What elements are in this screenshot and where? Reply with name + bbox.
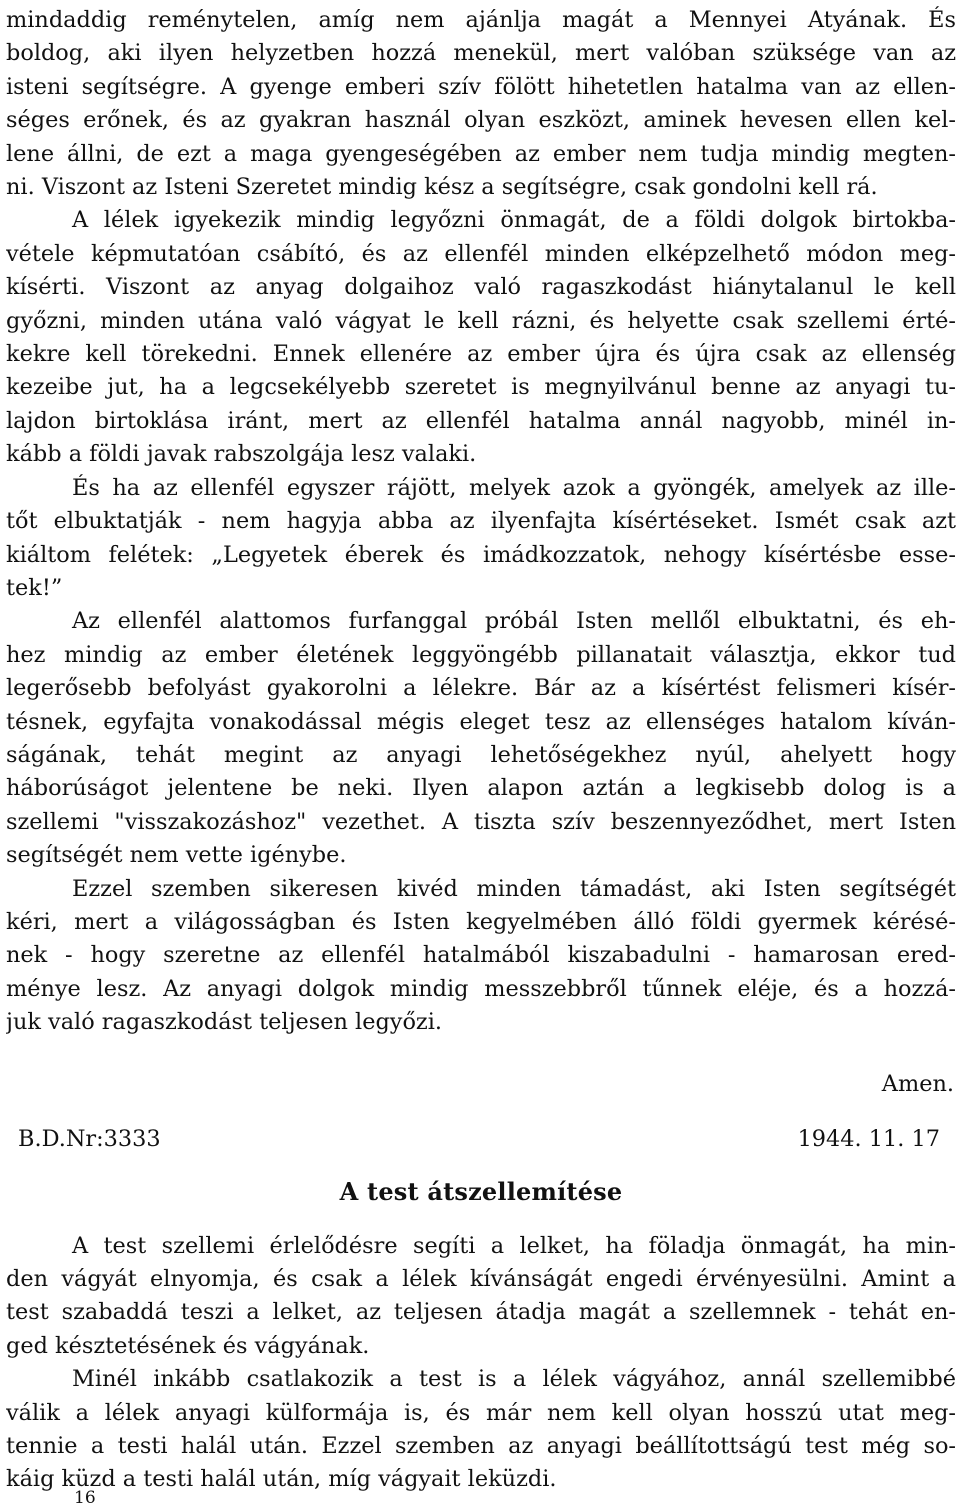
text-line: kezeibe jut, ha a legcsekélyebb szeretet is megnyilvánul benne az anyagi tu-	[6, 374, 956, 401]
text-line: test szabaddá teszi a lelket, az teljesen átadja magát a szellemnek - tehát en-	[6, 1299, 956, 1326]
text-line: tőt elbuktatják - nem hagyja abba az ilyenfajta kísértéseket. Ismét csak azt	[6, 508, 956, 535]
text-line: den vágyát elnyomja, és csak a lélek kívánságát engedi érvényesülni. Amint a	[6, 1266, 956, 1292]
text-line: tek!”	[6, 574, 63, 601]
text-line: hez mindig az ember életének leggyöngébb pillanatait választja, ekkor tud	[6, 641, 956, 668]
page-number: 16	[74, 1488, 96, 1508]
closing-amen: Amen.	[881, 1070, 954, 1097]
text-line: lene állni, de ezt a maga gyengeségében az ember nem tudja mindig megten-	[6, 140, 956, 167]
text-line: A lélek igyekezik mindig legyőzni önmagát, de a földi dolgok birtokba-	[72, 207, 956, 234]
text-line: isteni segítségre. A gyenge emberi szív fölött hihetetlen hatalma van az ellen-	[6, 73, 956, 100]
text-line: juk való ragaszkodást teljesen legyőzi.	[6, 1009, 442, 1036]
text-line: kekre kell törekedni. Ennek ellenére az ember újra és újra csak az ellenség	[6, 341, 956, 368]
text-line: Az ellenfél alattomos furfanggal próbál Isten mellől elbuktatni, és eh-	[72, 608, 956, 635]
text-line: tésnek, egyfajta vonakodással mégis eleget tesz az ellenséges hatalom kíván-	[6, 708, 956, 735]
paragraph-2	[6, 204, 956, 471]
text-line: tennie a testi halál után. Ezzel szemben az anyagi beállítottságú test még so-	[6, 1433, 956, 1460]
text-line: szellemi "visszakozáshoz" vezethet. A tiszta szív beszennyeződhet, mert Isten	[6, 808, 956, 835]
text-line: ménye lesz. Az anyagi dolgok mindig messzebbről tűnnek eléje, és a hozzá-	[6, 975, 956, 1002]
text-line: mindaddig reménytelen, amíg nem ajánlja magát a Mennyei Atyának. És	[6, 7, 956, 33]
text-line: séges erőnek, és az gyakran használ olyan eszközt, aminek hevesen ellen kel-	[6, 107, 956, 134]
text-line: győzni, minden utána való vágyat le kell rázni, és helyette csak szellemi érté-	[6, 307, 956, 334]
paragraph-4	[6, 605, 956, 872]
text-line: kább a földi javak rabszolgája lesz valaki.	[6, 441, 477, 468]
text-line: ged késztetésének és vágyának.	[6, 1332, 370, 1359]
text-line: vétele képmutatóan csábító, és az ellenfél minden elképzelhető módon meg-	[6, 240, 956, 267]
paragraph-5	[6, 873, 956, 1040]
text-line: válik a lélek anyagi külformája is, és már nem kell olyan hosszú utat meg-	[6, 1399, 956, 1426]
message-date: 1944. 11. 17	[797, 1125, 940, 1152]
document-page	[6, 4, 956, 1497]
message-paragraph-1	[6, 1230, 956, 1364]
text-line: nek - hogy szeretne az ellenfél hatalmából kiszabadulni - hamarosan ered-	[6, 942, 956, 969]
message-paragraph-2	[6, 1363, 956, 1497]
text-line: ságának, tehát megint az anyagi lehetőségekhez nyúl, ahelyett hogy	[6, 741, 956, 768]
text-line: Minél inkább csatlakozik a test is a lélek vágyához, annál szellemibbé	[72, 1366, 956, 1393]
message-number: B.D.Nr:3333	[18, 1125, 161, 1152]
text-line: boldog, aki ilyen helyzetben hozzá menekül, mert valóban szüksége van az	[6, 40, 956, 67]
message-meta	[6, 1126, 956, 1160]
paragraph-3	[6, 472, 956, 606]
text-line: Ezzel szemben sikeresen kivéd minden támadást, aki Isten segítségét	[72, 875, 956, 902]
text-line: segítségét nem vette igénybe.	[6, 842, 347, 869]
text-line: káig küzd a testi halál után, míg vágyait leküzdi.	[6, 1466, 557, 1493]
text-line: És ha az ellenfél egyszer rájött, melyek azok a gyöngék, amelyek az ille-	[72, 474, 956, 501]
text-line: kiáltom felétek: „Legyetek éberek és imádkozzatok, nehogy kísértésbe esse-	[6, 541, 956, 568]
text-line: ni. Viszont az Isteni Szeretet mindig kész a segítségre, csak gondolni kell rá.	[6, 174, 878, 201]
text-line: kísérti. Viszont az anyag dolgaihoz való ragaszkodást hiánytalanul le kell	[6, 274, 956, 301]
text-line: legerősebb befolyást gyakorolni a lélekre. Bár az a kísértést felismeri kísér-	[6, 675, 956, 702]
text-line: kéri, mert a világosságban és Isten kegyelmében álló földi gyermek kérésé-	[6, 908, 956, 935]
message-title: A test átszellemítése	[339, 1176, 623, 1206]
text-line: A test szellemi érlelődésre segíti a lelket, ha föladja önmagát, ha min-	[72, 1232, 956, 1259]
paragraph-continuation	[6, 4, 956, 204]
text-line: háborúságot jelentene be neki. Ilyen alapon aztán a legkisebb dolog is a	[6, 775, 956, 802]
text-line: lajdon birtoklása iránt, mert az ellenfél hatalma annál nagyobb, minél in-	[6, 407, 956, 434]
